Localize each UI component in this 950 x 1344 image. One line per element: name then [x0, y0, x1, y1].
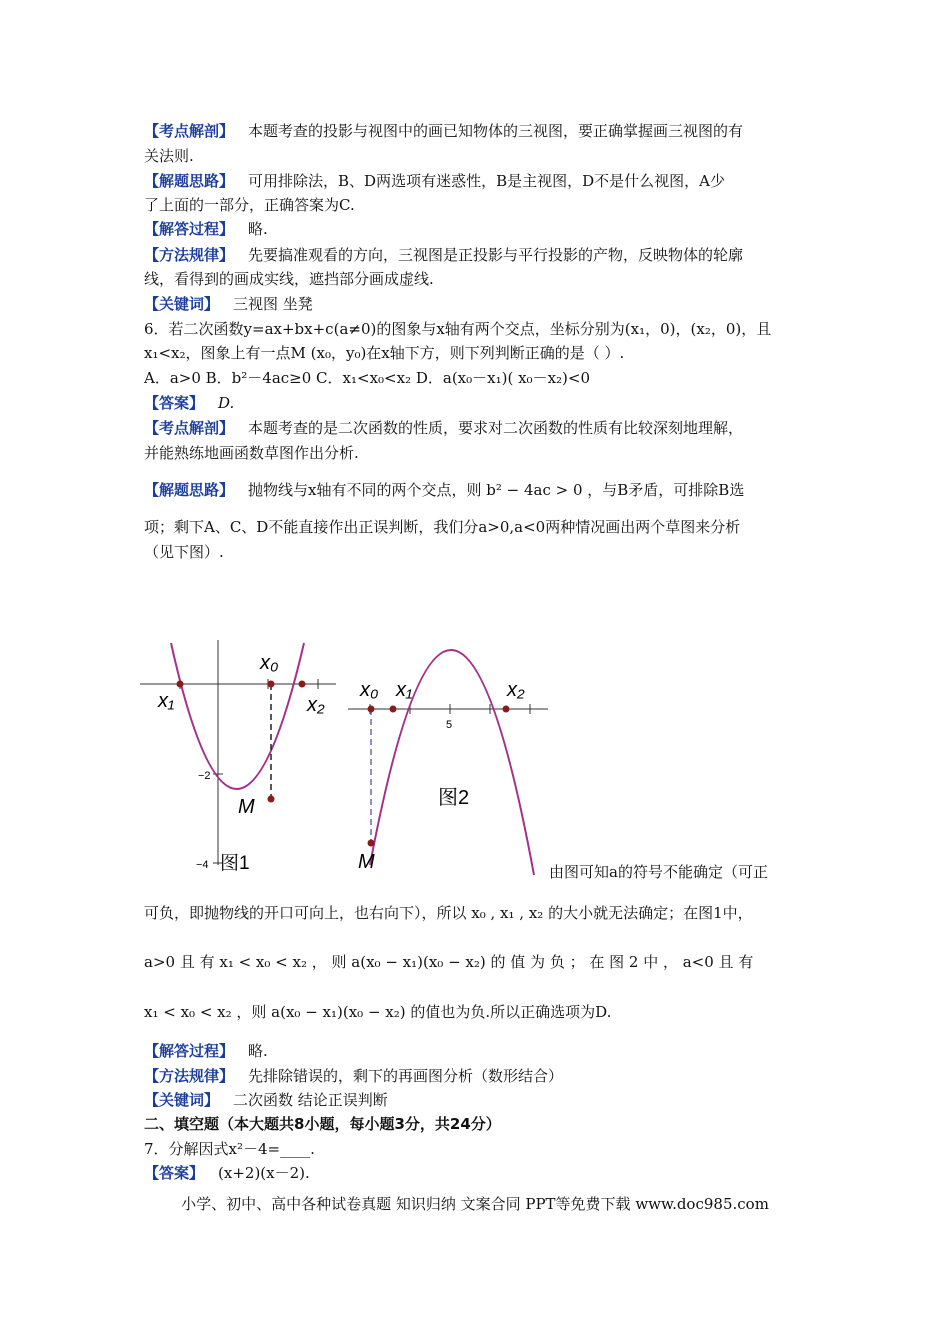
line-text: 略. [248, 1042, 268, 1060]
line-22 [144, 1041, 268, 1061]
line-text: x₁ < x₀ < x₂ ，则 a(x₀ − x₁)(x₀ − x₂) 的值也为负.所以正确选项为D. [144, 1003, 612, 1021]
tick-neg4: −4 [196, 859, 209, 871]
line-18 [549, 862, 768, 882]
line-text: 可用排除法，B、D两选项有迷惑性，B是主视图，D不是什么视图，A少 [248, 172, 725, 190]
line-text: 项；剩下A、C、D不能直接作出正误判断，我们分a>0,a<0两种情况画出两个草图来分析 [144, 518, 741, 536]
label-x2: x₂ [307, 694, 325, 716]
label-M: M [238, 796, 255, 818]
point-x2 [299, 681, 306, 688]
tag-guanjianci: 【关键词】 [144, 295, 220, 313]
line-text: 先要搞准观看的方向，三视图是正投影与平行投影的产物，反映物体的轮廓 [248, 246, 744, 264]
line-text: x₁<x₂，图象上有一点M (x₀，y₀)在x轴下方，则下列判断正确的是（ ）. [144, 344, 625, 362]
line-6 [144, 245, 743, 265]
tag-daan: 【答案】 [144, 1164, 205, 1182]
line-text: 可负，即抛物线的开口可向上，也右向下），所以 x₀ , x₁ , x₂ 的大小就无法确定；在图1中， [144, 904, 753, 922]
line-text: 二、填空题（本大题共8小题，每小题3分，共24分） [144, 1115, 501, 1133]
line-text: 由图可知a的符号不能确定（可正 [549, 863, 768, 881]
tag-daan: 【答案】 [144, 394, 205, 412]
line-text: 关法则. [144, 147, 194, 165]
tag-jieti: 【解题思路】 [144, 172, 235, 190]
line-20 [144, 952, 753, 972]
point-M [368, 840, 375, 847]
line-15 [144, 480, 744, 500]
line-7 [144, 269, 434, 289]
tag-fangfa: 【方法规律】 [144, 246, 235, 264]
line-5 [144, 219, 268, 239]
line-text: 6．若二次函数y=ax+bx+c(a≠0)的图象与x轴有两个交点，坐标分别为(x₁，0)，(x₂，0)，且 [144, 320, 772, 338]
label-x0: x₀ [360, 679, 379, 701]
line-text: 抛物线与x轴有不同的两个交点，则 b² − 4ac > 0 ，与B矛盾，可排除B选 [248, 481, 745, 499]
line-text: 了上面的一部分，正确答案为C. [144, 196, 355, 214]
point-x0 [268, 681, 275, 688]
label-x0: x₀ [260, 652, 279, 674]
label-x2: x₂ [507, 679, 525, 701]
question-6-line-1 [144, 319, 771, 339]
line-8 [144, 294, 313, 314]
line-24 [144, 1090, 388, 1110]
section-heading [144, 1114, 501, 1134]
tag-jieda: 【解答过程】 [144, 1042, 235, 1060]
line-13 [144, 418, 743, 438]
point-M [268, 796, 275, 803]
footer: 小学、初中、高中各种试卷真题 知识归纳 文案合同 PPT等免费下载 www.doc985.com [181, 1195, 769, 1213]
line-text: 并能熟练地画函数草图作出分析. [144, 444, 359, 462]
question-6-options [144, 368, 590, 388]
point-x1 [177, 681, 184, 688]
line-text: a>0 且 有 x₁ < x₀ < x₂ ， 则 a(x₀ − x₁)(x₀ − x₂) 的 值 为 负 ； 在 图 2 中 ， a<0 且 有 [144, 953, 754, 971]
line-16 [144, 517, 740, 537]
label-x1: x₁ [158, 690, 175, 712]
point-x2 [503, 706, 510, 713]
tag-jieti: 【解题思路】 [144, 481, 235, 499]
parabola-1 [171, 643, 304, 789]
line-text: (x+2)(x－2). [218, 1164, 310, 1182]
line-14 [144, 443, 359, 463]
tag-fangfa: 【方法规律】 [144, 1067, 235, 1085]
answer-line [144, 393, 234, 413]
label-x1: x₁ [396, 679, 413, 701]
point-x0 [368, 706, 375, 713]
caption-2: 图2 [438, 787, 470, 809]
line-text: 三视图 坐凳 [233, 295, 313, 313]
line-21 [144, 1002, 611, 1022]
line-text: 线，看得到的画成实线，遮挡部分画成虚线. [144, 270, 434, 288]
line-3 [144, 171, 725, 191]
answer-7 [144, 1163, 310, 1183]
tick-neg2: −2 [198, 770, 211, 782]
tag-guanjianci: 【关键词】 [144, 1091, 220, 1109]
line-23 [144, 1066, 563, 1086]
tag-jieda: 【解答过程】 [144, 220, 235, 238]
line-text: A．a>0 B．b²－4ac≥0 C．x₁<x₀<x₂ D．a(x₀－x₁)( x₀－x₂)<0 [144, 369, 591, 387]
question-7 [144, 1139, 315, 1159]
line-text: 本题考查的是二次函数的性质，要求对二次函数的性质有比较深刻地理解， [248, 419, 744, 437]
line-text: 二次函数 结论正误判断 [233, 1091, 388, 1109]
figure-graphs [140, 565, 560, 875]
label-M: M [358, 851, 375, 873]
line-17 [144, 542, 224, 562]
line-19 [144, 903, 753, 923]
line-1 [144, 121, 743, 141]
caption-1: 图1 [220, 853, 250, 874]
line-2 [144, 146, 194, 166]
line-text: 先排除错误的，剩下的再画图分析（数形结合） [248, 1067, 564, 1085]
line-4 [144, 195, 355, 215]
tag-kaodian: 【考点解剖】 [144, 419, 235, 437]
question-6-line-2 [144, 343, 624, 363]
line-text: 略. [248, 220, 268, 238]
tick-5: 5 [446, 719, 453, 731]
line-text: 7．分解因式x²－4=____. [144, 1140, 315, 1158]
line-text: D. [218, 394, 235, 412]
point-x1 [390, 706, 397, 713]
line-text: （见下图）. [144, 543, 224, 561]
tag-kaodian: 【考点解剖】 [144, 122, 235, 140]
line-text: 本题考查的投影与视图中的画已知物体的三视图，要正确掌握画三视图的有 [248, 122, 744, 140]
